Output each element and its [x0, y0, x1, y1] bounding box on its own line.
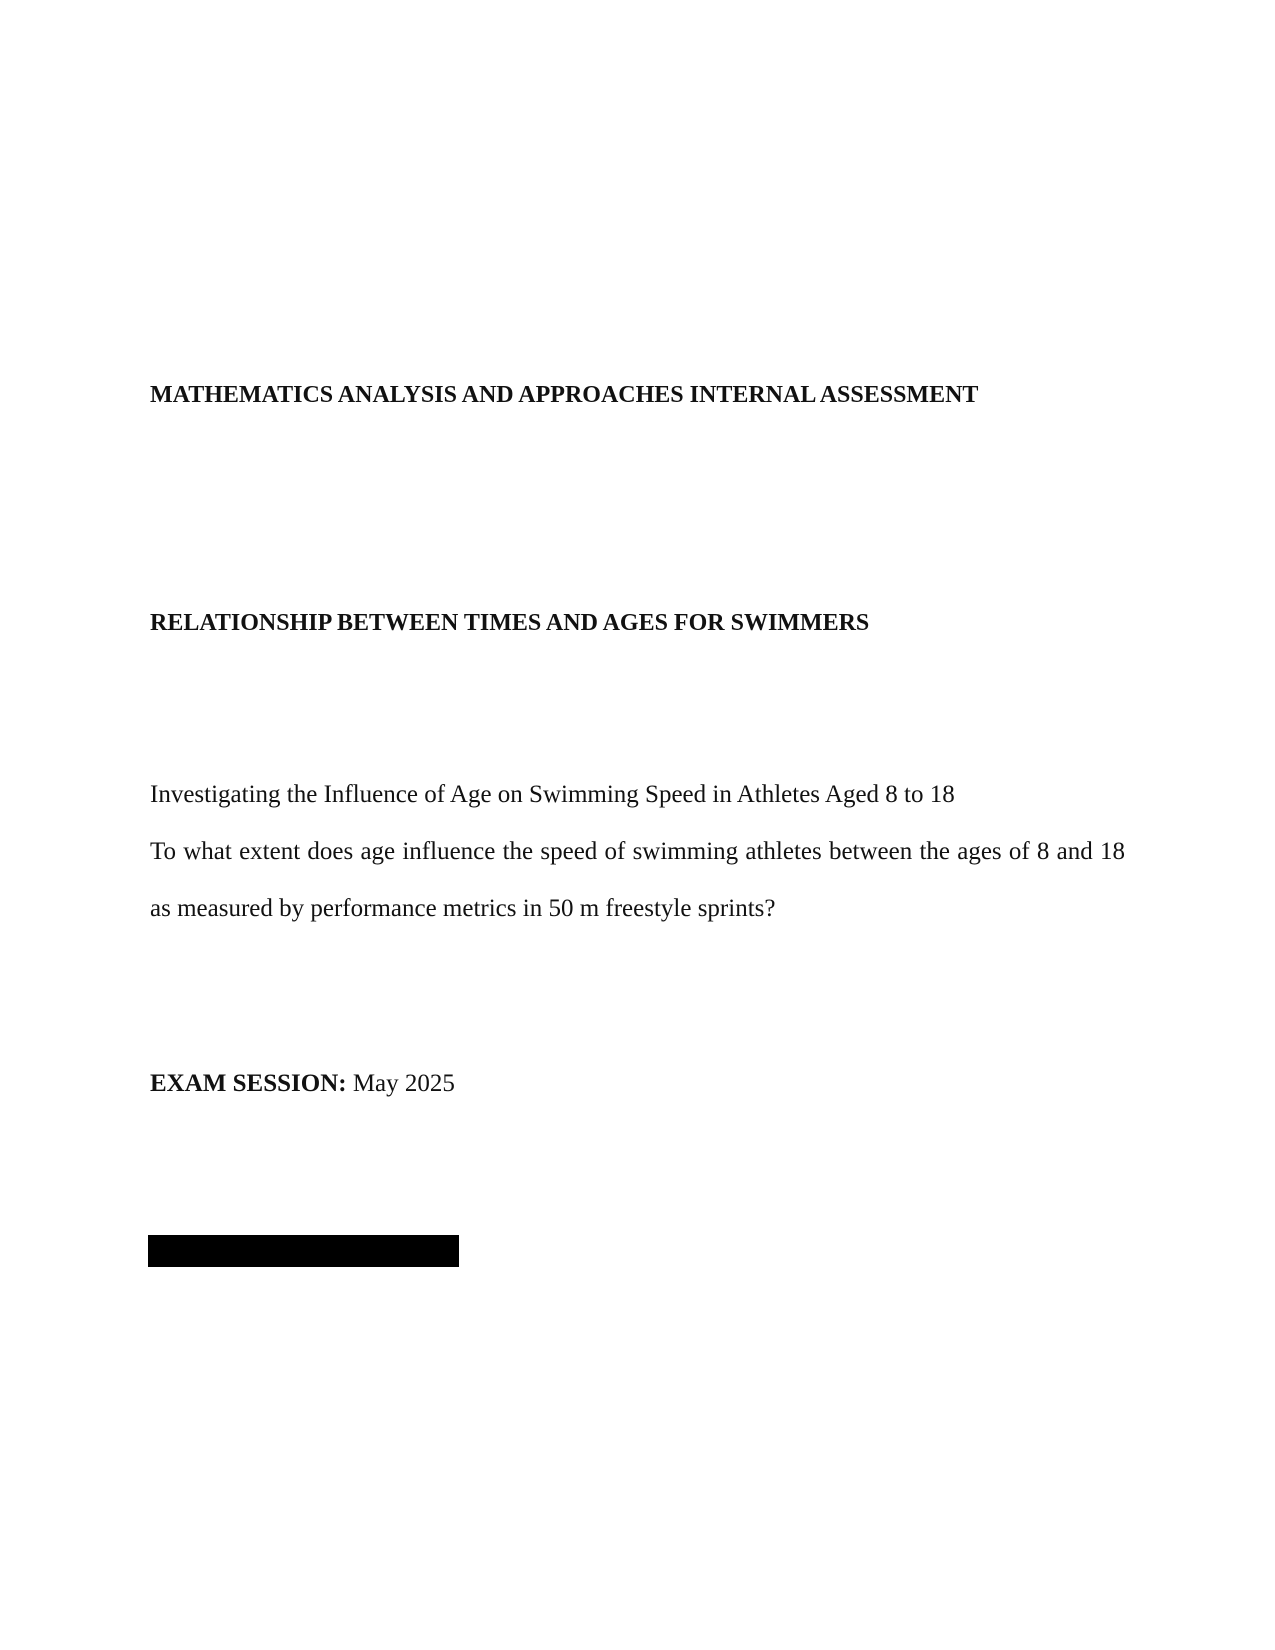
topic-title: RELATIONSHIP BETWEEN TIMES AND AGES FOR SWIMMERS: [150, 610, 870, 636]
exam-session: [150, 1069, 455, 1099]
exam-session-value: May 2025: [352, 1070, 455, 1097]
subtitle: Investigating the Influence of Age on Swimming Speed in Athletes Aged 8 to 18: [150, 781, 955, 808]
research-question-line-2: as measured by performance metrics in 50 m freestyle sprints?: [150, 895, 776, 922]
assessment-heading: MATHEMATICS ANALYSIS AND APPROACHES INTERNAL ASSESSMENT: [150, 382, 979, 408]
redaction-bar: [148, 1235, 459, 1267]
exam-session-label: EXAM SESSION:: [150, 1070, 347, 1097]
research-question-line-1: To what extent does age influence the speed of swimming athletes between the ages of 8 and 18: [150, 838, 1125, 865]
